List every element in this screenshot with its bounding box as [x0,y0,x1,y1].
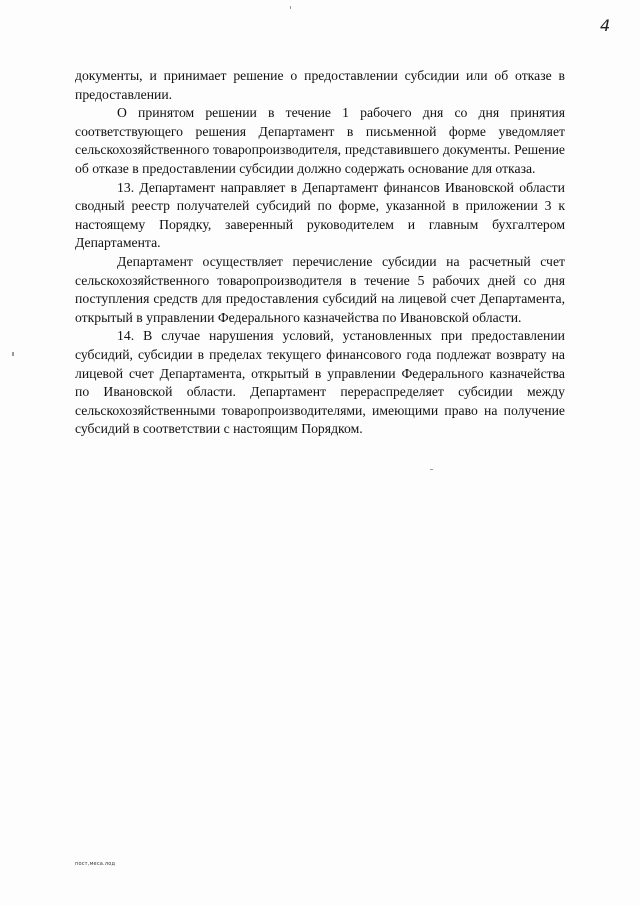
page-number: 4 [600,16,611,35]
footer-file-code: пост,меса.лод [75,861,116,867]
paragraph-decision-continuation: документы, и принимает решение о предоставлении субсидии или об отказе в предоставлении. [75,68,565,102]
document-body [75,67,565,439]
paragraph-transfer: Департамент осуществляет перечисление субсидии на расчетный счет сельскохозяйственного товаропроизводителя в течение 5 рабочих дней со дня поступления средств для предоставления субсидий на лицевой счет Департамента, открытый в управлении Федерального казначейства по Ивановской области. [75,253,565,325]
paragraph-notification: О принятом решении в течение 1 рабочего дня со дня принятия соответствующего решения Департамент в письменной форме уведомляет сельскохозяйственного товаропроизводителя, представившего документы. Решение об отказе в предоставлении субсидии должно содержать основание для отказа. [75,105,565,176]
paragraph-item-13: 13. Департамент направляет в Департамент финансов Ивановской области сводный реестр получателей субсидий по форме, указанной в приложении 3 к настоящему Порядку, заверенный руководителем и главным бухгалтером Департамента. [75,179,565,251]
scan-artifact [430,469,433,470]
paragraph-item-14: 14. В случае нарушения условий, установленных при предоставлении субсидий, субсидии в пределах текущего финансового года подлежат возврату на лицевой счет Департамента, открытый в управлении Федерального казначейства по Ивановской области. Департамент перераспределяет субсидии между сельскохозяйственными товаропроизводителями, имеющими право на получение субсидий в соответствии с настоящим Порядком. [75,328,565,437]
scan-artifact [12,352,14,356]
scan-artifact [290,6,291,9]
